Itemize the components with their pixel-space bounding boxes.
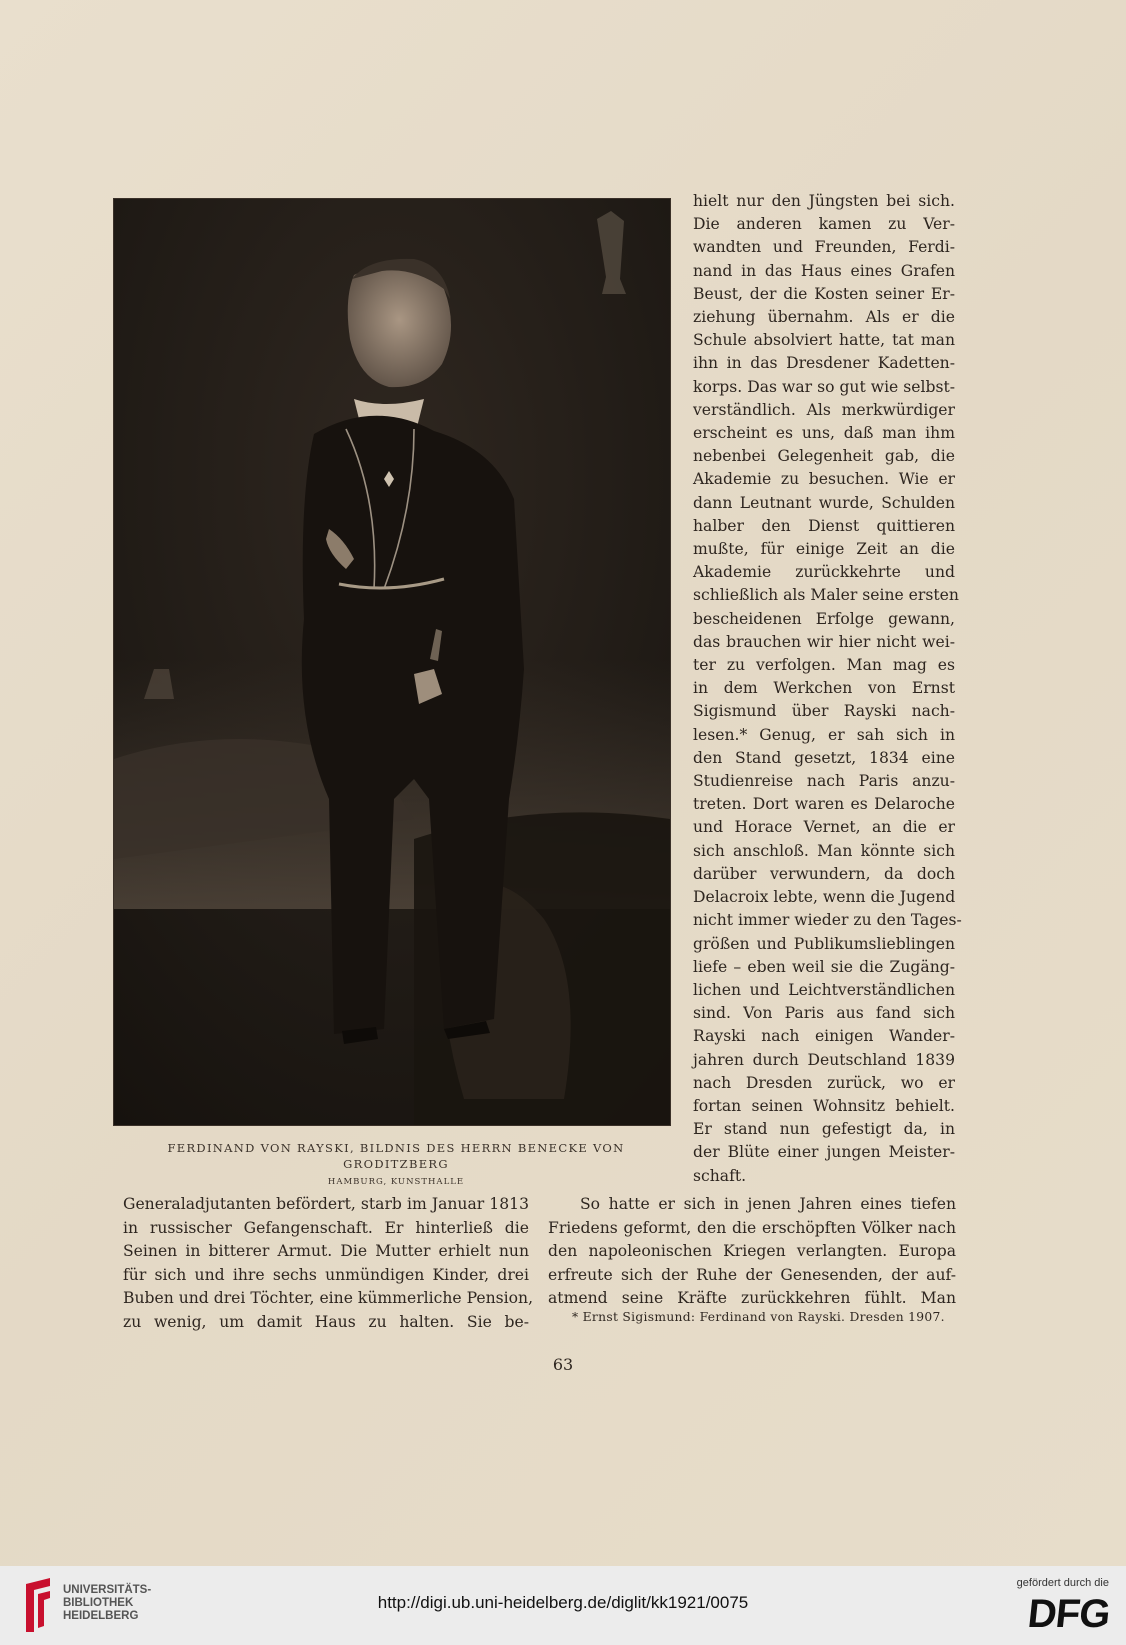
text-line: für sich und ihre sechs unmündigen Kinder, drei [123,1265,529,1284]
text-line: Schule absolviert hatte, tat man [693,331,955,350]
caption-title: FERDINAND VON RAYSKI, BILDNIS DES HERRN BENECKE VON GRODITZBERG [167,1141,625,1171]
text-line: nicht immer wieder zu den Tages- [693,911,962,930]
text-line: Friedens geformt, den die erschöpften Völker nach [548,1218,956,1237]
text-line: Er stand nun gefestigt da, in [693,1120,955,1139]
dfg-logo [1025,1592,1112,1636]
caption-location: HAMBURG, KUNSTHALLE [327,1177,465,1187]
text-line: Delacroix lebte, wenn die Jugend [693,888,956,907]
text-line: Die anderen kamen zu Ver- [693,215,955,234]
text-line: das brauchen wir hier nicht wei- [693,632,955,651]
institution-line: HEIDELBERG [63,1610,139,1622]
page-number: 63 [552,1355,574,1374]
text-line: jahren durch Deutschland 1839 [693,1050,955,1069]
dfg-logo-text: DFG [1025,1592,1112,1636]
library-footer [0,1566,1126,1645]
funding-label: gefördert durch die [1016,1577,1109,1589]
text-line: atmend seine Kräfte zurückkehren fühlt. Man [548,1289,956,1308]
text-line: lichen und Leichtverständlichen [693,980,955,999]
text-line: treten. Dort waren es Delaroche [693,795,955,814]
text-line: sind. Von Paris aus fand sich [693,1004,955,1023]
right-column-text [693,190,962,1188]
text-line: Buben und drei Töchter, eine kümmerliche Pension, [123,1289,534,1308]
bottom-left-column [123,1193,534,1335]
text-line: den Stand gesetzt, 1834 eine [693,748,955,767]
text-line: nand in das Haus eines Grafen [693,261,955,280]
text-line: nebenbei Gelegenheit gab, die [693,447,955,466]
text-line: hielt nur den Jüngsten bei sich. [693,192,955,210]
text-line: in dem Werkchen von Ernst [693,679,955,698]
text-line: bescheidenen Erfolge gewann, [693,609,955,628]
text-line: dann Leutnant wurde, Schulden [693,493,955,512]
text-line: ihn in das Dresdener Kadetten- [693,354,955,373]
text-line: liefe – eben weil sie die Zugäng- [693,957,955,976]
text-line: korps. Das war so gut wie selbst- [693,377,955,396]
text-line: darüber verwundern, da doch [693,864,955,883]
text-line: in russischer Gefangenschaft. Er hinterließ die [123,1218,529,1237]
text-line: So hatte er sich in jenen Jahren eines tiefen [580,1195,956,1213]
institution-line: UNIVERSITÄTS- [63,1584,152,1596]
text-line: und Horace Vernet, an die er [693,818,955,837]
text-line: verständlich. Als merkwürdiger [693,400,955,419]
text-line: sich anschloß. Man könnte sich [693,841,955,860]
portrait-image [114,199,670,1125]
text-line: Sigismund über Rayski nach- [693,702,955,721]
footnote: * Ernst Sigismund: Ferdinand von Rayski. Dresden 1907. [572,1310,945,1324]
text-line: mußte, für einige Zeit an die [693,540,955,559]
text-line: Akademie zurückkehrte und [693,563,955,582]
text-line: der Blüte einer jungen Meister- [693,1143,955,1162]
text-line: ziehung übernahm. Als er die [693,308,955,327]
document-url-link[interactable]: http://digi.ub.uni-heidelberg.de/diglit/kk1921/0075 [377,1593,749,1612]
text-line: größen und Publikumslieblingen [693,934,955,953]
text-line: Studienreise nach Paris anzu- [693,772,955,791]
institution-line: BIBLIOTHEK [63,1597,134,1609]
plate-caption [113,1140,679,1190]
text-line: halber den Dienst quittieren [693,516,955,535]
text-line: ter zu verfolgen. Man mag es [693,656,955,675]
text-line: erfreute sich der Ruhe der Genesenden, der auf- [548,1265,956,1284]
portrait-plate [113,198,671,1126]
bottom-right-column [548,1193,956,1311]
text-line: Beust, der die Kosten seiner Er- [693,284,955,303]
text-line: Generaladjutanten befördert, starb im Januar 1813 [123,1195,529,1213]
text-line: zu wenig, um damit Haus zu halten. Sie be- [123,1312,529,1331]
text-line: fortan seinen Wohnsitz behielt. [693,1096,955,1115]
text-line: nach Dresden zurück, wo er [693,1073,955,1092]
text-line: lesen.* Genug, er sah sich in [693,725,955,744]
text-line: erscheint es uns, daß man ihm [693,424,955,443]
text-line: Rayski nach einigen Wander- [693,1027,955,1046]
text-line: Akademie zu besuchen. Wie er [693,470,955,489]
text-line: schaft. [693,1166,747,1185]
text-line: wandten und Freunden, Ferdi- [693,238,955,257]
text-line: den napoleonischen Kriegen verlangten. Europa [548,1242,956,1261]
text-line: schließlich als Maler seine ersten [693,586,959,605]
text-line: Seinen in bitterer Armut. Die Mutter erhielt nun [123,1242,529,1261]
